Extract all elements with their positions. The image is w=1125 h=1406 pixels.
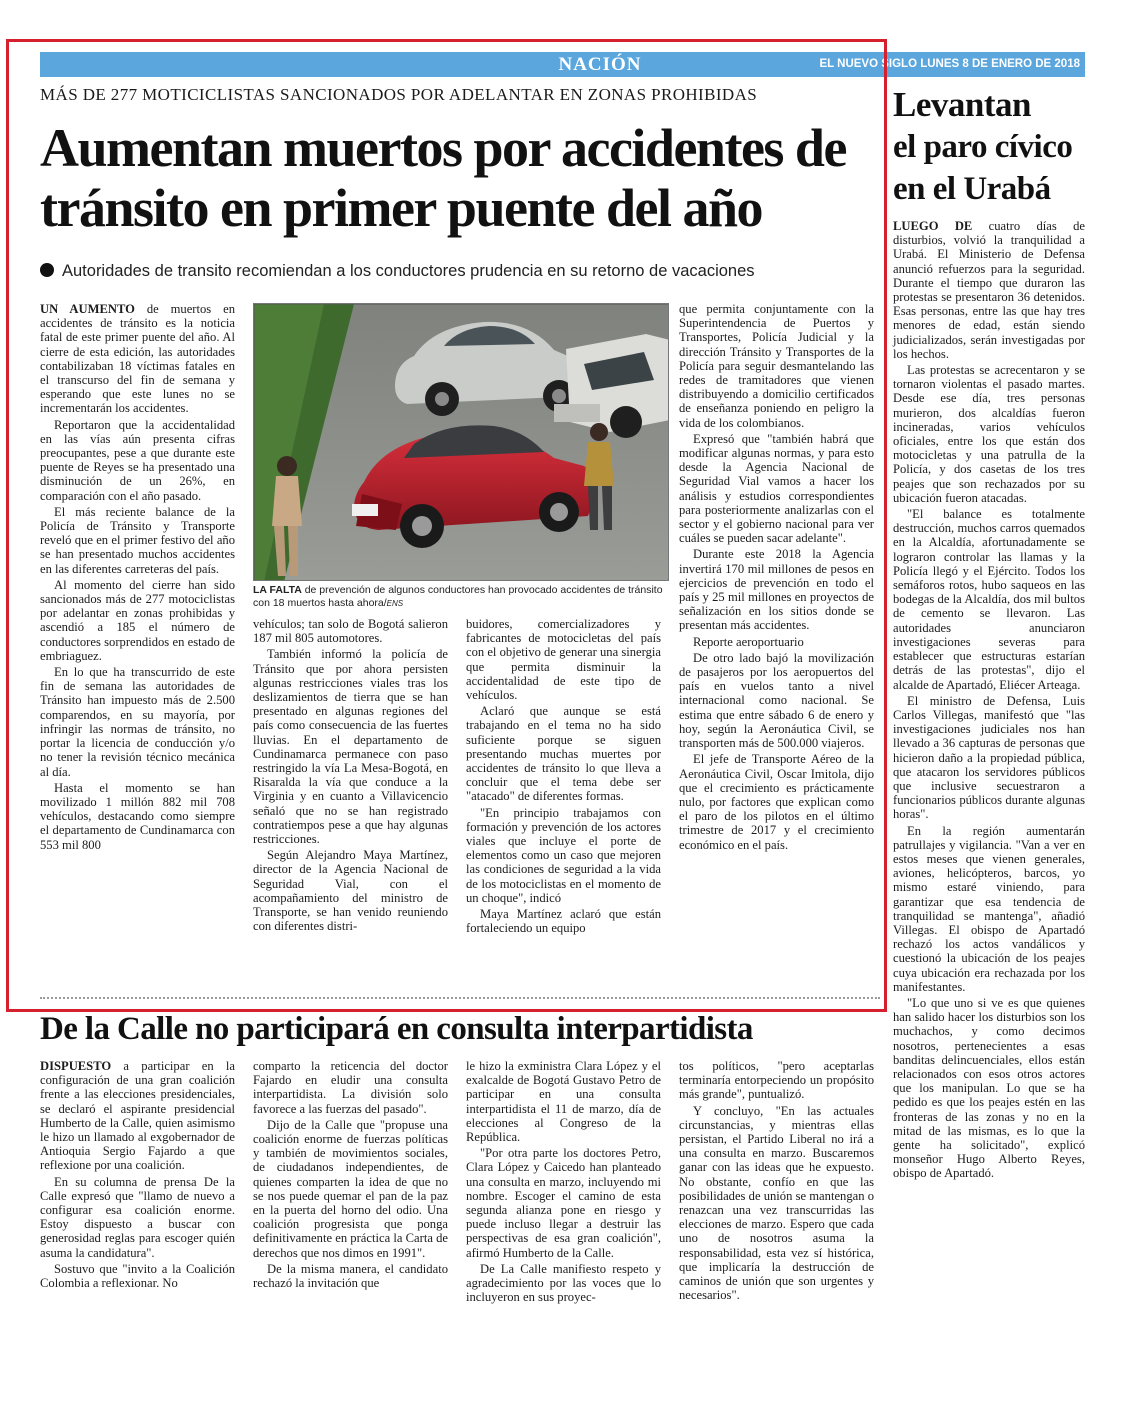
section-divider [40, 997, 880, 999]
main-column-2 [253, 617, 448, 935]
section-name: NACIÓN [558, 54, 642, 75]
second-paragraph: De la misma manera, el candidato rechazó la invitación que [253, 1261, 448, 1291]
main-paragraph: El más reciente balance de la Policía de Tránsito y Transporte reveló que en el primer festivo del año se han presentado muchos accidentes en las diferentes carreteras del país. [40, 504, 235, 576]
main-paragraph: UN AUMENTO de muertos en accidentes de tránsito es la noticia fatal de este primer puente del año. Al cierre de esta edición, las autoridades contabilizaban 18 víctimas fatales en el transcurso del fin de semana y esperando que este lunes no se incrementarán los accidentes. [40, 302, 235, 416]
side-paragraph: En la región aumentarán patrullajes y vigilancia. "Van a ver en estos meses que vienen generales, aviones, helicópteros, barcos, yo mismo estaré viniendo, para garantizar que esa tendencia de tranquilidad se mantenga", añadió Villegas. El obispo de Apartadó rechazó los actos vandálicos y cuestionó la ubicación de los peajes cuya ubicación era rechazada por los manifestantes. [893, 823, 1085, 994]
dateline: EL NUEVO SIGLO LUNES 8 DE ENERO DE 2018 [819, 58, 1080, 70]
main-column-3 [466, 617, 661, 937]
second-paragraph: Y concluyo, "En las actuales circunstancias, y mientras ellas persistan, el Partido Liberal no irá a una consulta en marzo. Buscaremos ganar con las ideas que he expuesto. No obstante, confío en que las posibilidades de unión se mantengan o renazcan una vez transcurridas las elecciones de marzo. Espero que cada uno de nosotros asuma la responsabilidad, esta vez sí histórica, que implicaría la destrucción de caminos de unión que son urgentes y necesarios". [679, 1103, 874, 1303]
main-paragraph: De otro lado bajó la movilización de pasajeros por los aeropuertos del país en vuelos tanto a nivel internacional como nacional. Se estima que entre sábado 6 de enero y hoy, según la Aeronáutica Civil, se transporten más de 500.000 viajeros. [679, 650, 874, 751]
main-paragraph: El jefe de Transporte Aéreo de la Aeronáutica Civil, Oscar Imitola, dijo que el crecimiento es prácticamente nulo, por factores que explican como el paro de los pilotos en el último trimestre de 2017 y el crecimiento económico en el país. [679, 752, 874, 852]
photo-credit: ENS [386, 599, 404, 608]
caption-lead: LA FALTA [253, 584, 302, 596]
main-paragraph: En lo que ha transcurrido de este fin de semana las autoridades de Tránsito han impuesto más de 2.500 comparendos, en su mayoría, por infringir las normas de tránsito, no portar la licencia de conducción y/o no tener la revisión técnico mecánica al día. [40, 665, 235, 779]
main-paragraph: Reportaron que la accidentalidad en las vías aún presenta cifras preocupantes, pese a que durante este puente de Reyes se ha presentado una disminución de un 26%, en comparación con el año pasado. [40, 417, 235, 503]
main-paragraph: Aclaró que aunque se está trabajando en el tema no ha sido suficiente porque se siguen presentando muchas muertes por accidentes de tránsito lo que lleva a concluir que el tema debe ser "atacado" de diferentes formas. [466, 704, 661, 804]
second-paragraph: le hizo la exministra Clara López y el exalcalde de Bogotá Gustavo Petro de participar en una consulta interpartidista el 11 de marzo, día de elecciones al Congreso de la República. [466, 1059, 661, 1145]
main-paragraph: Maya Martínez aclaró que están fortaleciendo un equipo [466, 907, 661, 936]
side-paragraph: "Lo que uno si ve es que quienes han salido hacer los disturbios son los muchachos, y como decimos nosotros, pertenecientes a esas banditas delincuenciales, ellos están relacionados con esos otros actores que los manipulan. Lo que se ha pedido es que los peajes estén en las fronteras de las zonas y no en la mitad de las mismas, es lo que la gente ha solicitado", explicó monseñor Hugo Alberto Reyes, obispo de Apartadó. [893, 995, 1085, 1181]
main-column-4 [679, 302, 874, 854]
main-paragraph: buidores, comercializadores y fabricantes de motocicletas del país con el objetivo de generar una sinergia que permita disminuir la accidentalidad de este tipo de vehículos. [466, 617, 661, 703]
side-headline: Levantan el paro cívico en el Urabá [893, 85, 1073, 207]
second-paragraph: De La Calle manifiesto respeto y agradecimiento por las voces que lo incluyeron en sus proyec- [466, 1261, 661, 1305]
main-paragraph: Al momento del cierre han sido sancionados más de 277 motociclistas por adelantar en zonas prohibidas y ascendió a 185 el número de conductores sorprendidos en estado de embriaguez. [40, 577, 235, 663]
main-paragraph: "En principio trabajamos con formación y prevención de los actores viales que incluye el porte de elementos como un caso que mejoren las condiciones de seguridad a la vida de los motociclistas en el momento de un choque", indicó [466, 805, 661, 905]
side-paragraph: El ministro de Defensa, Luis Carlos Villegas, manifestó que "las investigaciones judiciales nos han llevado a 36 capturas de personas que hicieron daño a la propiedad pública, que atacaron los servidores públicos que inclusive secuestraron a funcionarios públicos durante algunas horas". [893, 693, 1085, 822]
caption-text: de prevención de algunos conductores han provocado accidentes de tránsito con 18 muertos hasta ahora/ [253, 584, 663, 609]
second-paragraph: comparto la reticencia del doctor Fajardo en eludir una consulta interpartidista. La división solo favorece a las fuerzas del pasado". [253, 1059, 448, 1116]
main-paragraph: vehículos; tan solo de Bogotá salieron 187 mil 805 automotores. [253, 617, 448, 646]
lead-words: DISPUESTO [40, 1059, 112, 1073]
side-paragraph: LUEGO DE cuatro días de disturbios, volvió la tranquilidad a Urabá. El Ministerio de Defensa anunció refuerzos para la seguridad. Durante el tiempo que duraron las protestas se presentaron 36 detenidos. Esas personas, entre las que hay tres menores de edad, están siendo judicializados, serán investigadas por los hechos. [893, 219, 1085, 361]
main-headline: Aumentan muertos por accidentes de tránsito en primer puente del año [40, 118, 846, 238]
second-paragraph: Sostuvo que "invito a la Coalición Colombia a reflexionar. No [40, 1261, 235, 1291]
second-paragraph: "Por otra parte los doctores Petro, Clara López y Caicedo han planteado una consulta en marzo, incluyendo mi nombre. Escoger el camino de esta segunda alianza pone en riesgo y puede incluso llegar a destruir las perspectivas de esa gran coalición", afirmó Humberto de la Calle. [466, 1146, 661, 1260]
main-paragraph: También informó la policía de Tránsito que por ahora persisten algunas restricciones viales tras los deslizamientos de tierra que se han presentado en algunas regiones del país como consecuencia de las fuertes lluvias. En el departamento de Cundinamarca permanece con paso restringido la vía La Mesa-Bogotá, en Risaralda la vía que conduce a la Virginia y en cuanto a Villavicencio señaló que no se han registrado contratiempos pese a que hay algunas restricciones. [253, 647, 448, 847]
subhead-reporte-aeroportuario: Reporte aeroportuario [693, 634, 804, 649]
main-paragraph: Hasta el momento se han movilizado 1 millón 882 mil 708 vehículos, destacando como siempre el departamento de Cundinamarca con 553 mil 800 [40, 780, 235, 852]
main-column-1 [40, 302, 235, 854]
second-column-2 [253, 1059, 448, 1292]
second-paragraph: Dijo de la Calle que "propuse una coalición enorme de fuerzas políticas y también de movimientos sociales, de ciudadanos independientes, de quienes comparten la idea de que no se nos puede quemar el pan de la paz en la puerta del horno del odio. Una coalición progresista que ponga definitivamente en práctica la Carta de derechos que nos dimos en 1991". [253, 1117, 448, 1260]
lead-words: UN AUMENTO [40, 302, 135, 316]
second-headline: De la Calle no participará en consulta interpartidista [40, 1011, 753, 1047]
side-paragraph: "El balance es totalmente destrucción, muchos carros quemados en la Alcaldía, afortunadamente se lograron controlar las llamas y la Policía llegó y el Ejército. Todos los semáforos rotos, hubo saqueos en las bodegas de la Alcaldía, dos mil bultos de cemento se llevaron. Las autoridades anunciaron investigaciones severas para establecer que estructuras estarían detrás de las protestas", dijo el alcalde de Apartadó, Eliécer Arteaga. [893, 507, 1085, 692]
photo-caption [253, 584, 673, 610]
section-header-bar [40, 52, 1118, 77]
side-column [893, 219, 1085, 1183]
main-paragraph: que permita conjuntamente con la Superintendencia de Puertos y Transportes, Policía Judicial y la dirección Tránsito y Transportes de la Policía para seguir desmantelando las redes de tramitadores que vienen distribuyendo a domicilio certificados de enseñanza poniendo en peligro la vida de los colombianos. [679, 302, 874, 430]
main-kicker: MÁS DE 277 MOTICICLISTAS SANCIONADOS POR ADELANTAR EN ZONAS PROHIBIDAS [40, 85, 758, 104]
side-paragraph: Las protestas se acrecentaron y se tornaron violentas el pasado martes. Desde ese día, tres personas murieron, dos alcaldías fueron incineradas, varios vehículos oficiales, entre los que están dos motocicletas y una patrulla de la Policía, y dos casetas de los tres peajes que son rechazados por su ubicación fueron atacadas. [893, 363, 1085, 505]
main-paragraph: Según Alejandro Maya Martínez, director de la Agencia Nacional de Seguridad Vial, con el acompañamiento del ministro de Transporte, se han venido reuniendo con diferentes distri- [253, 848, 448, 934]
page-number: 1B [1096, 55, 1118, 74]
second-column-3 [466, 1059, 661, 1306]
lead-words: LUEGO DE [893, 219, 973, 233]
deck-text: Autoridades de transito recomiendan a los conductores prudencia en su retorno de vacaciones [62, 262, 755, 280]
second-paragraph: En su columna de prensa De la Calle expresó que "llamo de nuevo a configurar esa coalición enorme. Estoy dispuesto a buscar con generosidad reglas para escoger quién asuma la candidatura". [40, 1174, 235, 1260]
second-paragraph: tos políticos, "pero aceptarlas terminaría entorpeciendo un propósito más grande", puntualizó. [679, 1059, 874, 1102]
second-column-4 [679, 1059, 874, 1304]
main-paragraph: Expresó que "también habrá que modificar algunas normas, y para esto desde la Agencia Nacional de Seguridad Vial vamos a hacer los análisis y estudios correspondientes para posteriormente analizarlas con el sector y el gobierno nacional para ver cuáles se pueden sacar adelante". [679, 431, 874, 546]
second-column-1 [40, 1059, 235, 1292]
second-paragraph: DISPUESTO a participar en la configuración de una gran coalición frente a las elecciones presidenciales, se declaró el aspirante presidencial Humberto de la Calle, quien asimismo le hizo un llamado al exgobernador de Antioquia Sergio Fajardo a que reflexione por una coalición. [40, 1059, 235, 1173]
bullet-icon [40, 263, 54, 277]
main-paragraph: Durante este 2018 la Agencia invertirá 170 mil millones de pesos en ejercicios de prevención en todo el país y 25 mil millones en proyectos de señalización en los sitios donde se presentan más accidentes. [679, 547, 874, 633]
accident-photo [253, 303, 669, 581]
main-deck [40, 262, 885, 281]
